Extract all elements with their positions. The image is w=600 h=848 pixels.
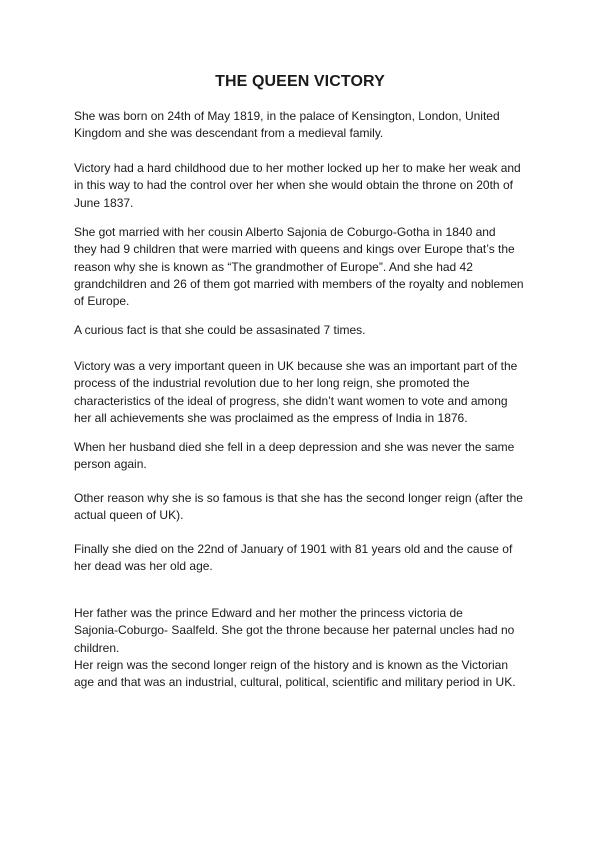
paragraph-fame: [74, 490, 534, 525]
paragraph-family-reign: [74, 605, 534, 691]
paragraph-childhood: [74, 160, 534, 212]
text-line: Her father was the prince Edward and her mother the princess victoria de: [74, 606, 463, 620]
text-line: grandchildren and 26 of them got married with members of the royalty and noblemen: [74, 276, 524, 291]
text-line: children.: [74, 640, 120, 655]
text-line: her all achievements she was proclaimed as the empress of India in 1876.: [74, 410, 468, 425]
text-line: Finally she died on the 22nd of January of 1901 with 81 years old and the cause of: [74, 542, 513, 556]
text-line: Sajonia-Coburgo- Saalfeld. She got the throne because her paternal uncles had no: [74, 623, 515, 638]
paragraph-marriage: [74, 224, 534, 310]
text-line: process of the industrial revolution due to her long reign, she promoted the: [74, 376, 470, 391]
text-line: Victory was a very important queen in UK because she was an important part of the: [74, 359, 518, 373]
text-line: Her reign was the second longer reign of the history and is known as the Victorian: [74, 657, 509, 672]
text-line: age and that was an industrial, cultural, political, scientific and military period in UK.: [74, 675, 516, 690]
text-line: actual queen of UK).: [74, 508, 184, 523]
text-line: Other reason why she is so famous is that she has the second longer reign (after the: [74, 491, 523, 505]
text-line: A curious fact is that she could be assasinated 7 times.: [74, 323, 366, 337]
text-line: reason why she is known as “The grandmother of Europe”. And she had 42: [74, 259, 473, 274]
paragraph-importance: [74, 358, 534, 427]
text-line: Victory had a hard childhood due to her mother locked up her to make her weak and: [74, 161, 521, 175]
paragraph-husband-death: [74, 439, 534, 474]
text-line: her dead was her old age.: [74, 559, 213, 574]
paragraph-birth: [74, 108, 534, 143]
text-line: She was born on 24th of May 1819, in the palace of Kensington, London, United: [74, 109, 500, 123]
text-line: characteristics of the ideal of progress, she didn’t want women to vote and among: [74, 393, 508, 408]
text-line: She got married with her cousin Alberto Sajonia de Coburgo-Gotha in 1840 and: [74, 225, 496, 239]
text-line: they had 9 children that were married with queens and kings over Europe that’s the: [74, 242, 515, 257]
text-line: of Europe.: [74, 294, 130, 309]
document-title: THE QUEEN VICTORY: [215, 73, 385, 90]
text-line: June 1837.: [74, 195, 134, 210]
text-line: When her husband died she fell in a deep depression and she was never the same: [74, 440, 515, 454]
paragraph-death: [74, 541, 534, 576]
text-line: person again.: [74, 457, 147, 472]
text-line: in this way to had the control over her when she would obtain the throne on 20th of: [74, 178, 513, 193]
text-line: Kingdom and she was descendant from a medieval family.: [74, 126, 384, 141]
paragraph-curious-fact: [74, 322, 534, 339]
